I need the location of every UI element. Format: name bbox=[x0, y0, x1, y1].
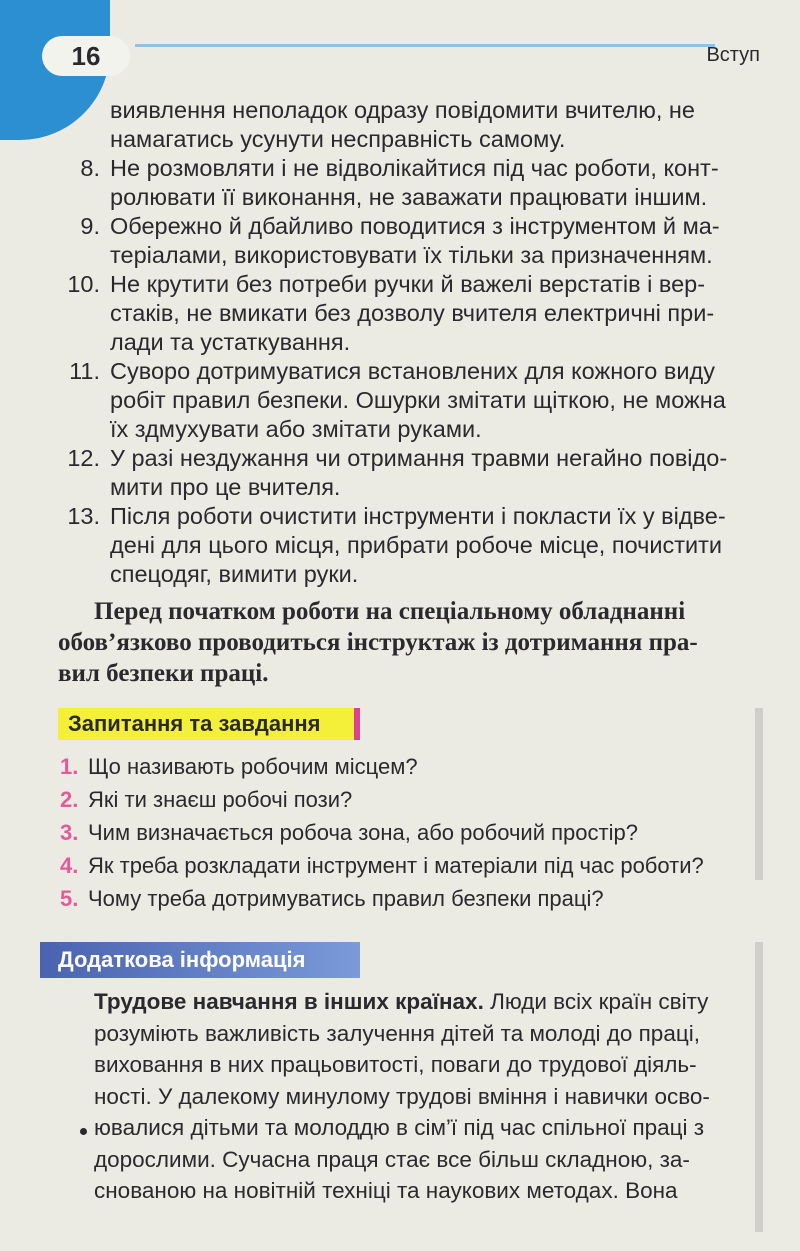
item-line: робіт правил безпеки. Ошурки змітати щіткою, не можна bbox=[110, 387, 726, 413]
continuation-line: виявлення неполадок одразу повідомити вчителю, не bbox=[110, 97, 695, 123]
question-item bbox=[60, 816, 760, 849]
item-number: 8. bbox=[80, 155, 100, 181]
list-item bbox=[58, 212, 768, 270]
list-item bbox=[58, 444, 768, 502]
item-line: Обережно й дбайливо поводитися з інструментом й ма- bbox=[110, 213, 720, 239]
question-number: 4. bbox=[60, 853, 79, 878]
item-number: 10. bbox=[67, 271, 100, 297]
question-number: 1. bbox=[60, 754, 79, 779]
item-number: 12. bbox=[67, 445, 100, 471]
question-item bbox=[60, 849, 760, 882]
item-line: стаків, не вмикати без дозволу вчителя електричні при- bbox=[110, 300, 715, 326]
bullet-dot bbox=[80, 1128, 87, 1135]
item-line: дені для цього місця, прибрати робоче місце, почистити bbox=[110, 532, 723, 558]
item-line: теріалами, використовувати їх тільки за призначенням. bbox=[110, 242, 713, 268]
list-item bbox=[58, 502, 768, 589]
question-text: Як треба розкладати інструмент і матеріали під час роботи? bbox=[88, 853, 704, 878]
info-line: ювалися дітьми та молоддю в сім’ї під час спільної праці з bbox=[94, 1115, 705, 1140]
questions-header: Запитання та завдання bbox=[58, 708, 360, 740]
item-line: Не розмовляти і не відволікайтися під час роботи, конт- bbox=[110, 155, 719, 181]
question-item bbox=[60, 783, 760, 816]
item-number: 11. bbox=[69, 358, 100, 384]
info-line: дорослими. Сучасна праця стає все більш складною, за- bbox=[94, 1146, 690, 1172]
safety-rules-list bbox=[58, 96, 768, 589]
item-line: У разі нездужання чи отримання травми негайно повідо- bbox=[110, 445, 728, 471]
item-line: лади та устаткування. bbox=[110, 329, 351, 355]
item-number: 9. bbox=[80, 213, 100, 239]
note-line: вил безпеки праці. bbox=[58, 660, 269, 687]
item-line: Не крутити без потреби ручки й важелі верстатів і вер- bbox=[110, 271, 706, 297]
item-line: їх здмухувати або змітати руками. bbox=[110, 416, 482, 442]
list-item bbox=[58, 270, 768, 357]
section-title: Вступ bbox=[706, 44, 760, 66]
item-line: мити про це вчителя. bbox=[110, 474, 341, 500]
continuation-line: намагатись усунути несправність самому. bbox=[110, 126, 566, 152]
question-number: 3. bbox=[60, 820, 79, 845]
header-rule bbox=[135, 44, 715, 47]
question-number: 2. bbox=[60, 787, 79, 812]
questions-list bbox=[60, 750, 760, 915]
safety-note bbox=[58, 596, 766, 689]
info-side-bar bbox=[755, 942, 763, 1232]
question-number: 5. bbox=[60, 886, 79, 911]
info-line: розуміють важливість залучення дітей та молоді до праці, bbox=[94, 1020, 700, 1046]
question-item bbox=[60, 882, 760, 915]
note-line: обов’язково проводиться інструктаж із дотримання пра- bbox=[58, 629, 698, 656]
question-text: Чим визначається робоча зона, або робочий простір? bbox=[88, 820, 638, 845]
list-item bbox=[58, 154, 768, 212]
note-line: Перед початком роботи на спеціальному обладнанні bbox=[94, 598, 686, 625]
question-text: Які ти знаєш робочі пози? bbox=[88, 787, 353, 812]
item-line: Після роботи очистити інструменти і покласти їх у відве- bbox=[110, 503, 726, 529]
item-line: Суворо дотримуватися встановлених для кожного виду bbox=[110, 358, 715, 384]
info-line: виховання в них працьовитості, поваги до трудової діяль- bbox=[94, 1052, 697, 1077]
info-line: снованою на новітній техніці та наукових методах. Вона bbox=[94, 1178, 678, 1203]
info-bold-lead: Трудове навчання в інших країнах. bbox=[94, 989, 484, 1014]
question-item bbox=[60, 750, 760, 783]
question-text: Чому треба дотримуватись правил безпеки праці? bbox=[88, 886, 604, 911]
list-item bbox=[58, 357, 768, 444]
item-line: спецодяг, вимити руки. bbox=[110, 561, 359, 587]
info-line: ності. У далекому минулому трудові вміння і навички осво- bbox=[94, 1083, 710, 1109]
page-number: 16 bbox=[42, 36, 130, 76]
question-text: Що називають робочим місцем? bbox=[88, 754, 418, 779]
info-line bbox=[94, 986, 746, 1018]
item-number: 13. bbox=[67, 503, 100, 529]
item-line: ролювати її виконання, не заважати працювати іншим. bbox=[110, 184, 708, 210]
info-line-rest: Люди всіх країн світу bbox=[483, 989, 709, 1014]
info-paragraph bbox=[94, 986, 746, 1207]
info-header: Додаткова інформація bbox=[40, 942, 360, 978]
